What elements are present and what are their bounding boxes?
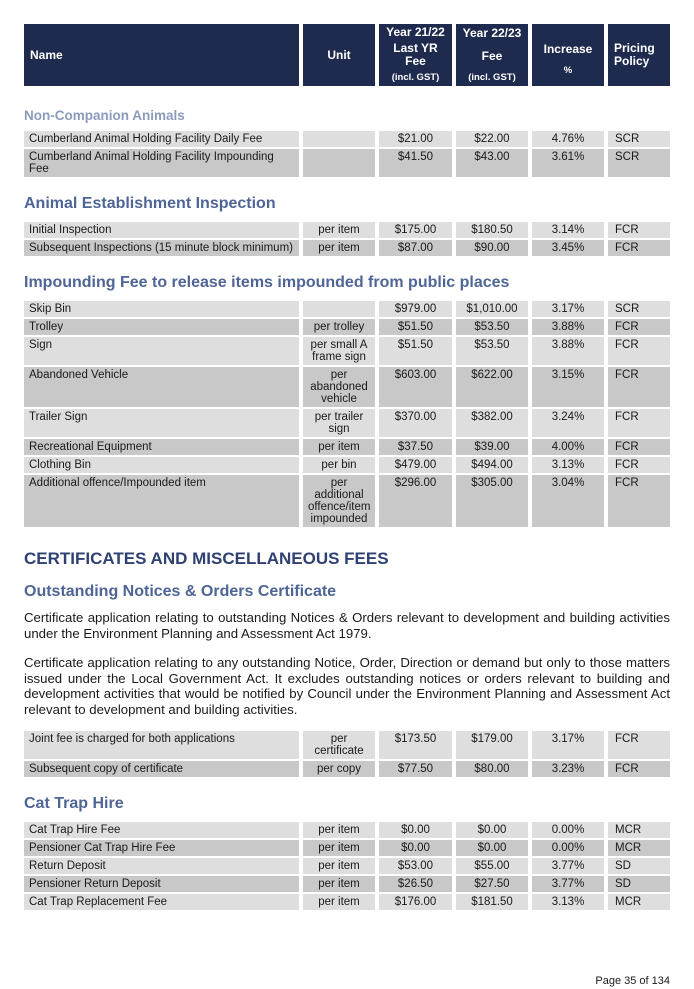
row-unit: per item <box>303 876 375 892</box>
row-name: Cat Trap Replacement Fee <box>24 894 299 910</box>
row-fee: $0.00 <box>456 840 528 856</box>
row-unit <box>303 301 375 317</box>
row-unit: per item <box>303 439 375 455</box>
row-increase: 3.88% <box>532 337 604 365</box>
notices-paragraph-1: Certificate application relating to outstanding Notices & Orders relevant to development and building activities under the Environment Planning and Assessment Act 1979. <box>24 610 670 641</box>
row-increase: 0.00% <box>532 822 604 838</box>
table-row <box>24 731 670 759</box>
row-name: Initial Inspection <box>24 222 299 238</box>
row-last-year-fee: $176.00 <box>379 894 452 910</box>
table-row <box>24 840 670 856</box>
header-fee-top: Year 22/23 <box>462 25 522 40</box>
row-fee: $39.00 <box>456 439 528 455</box>
row-last-year-fee: $53.00 <box>379 858 452 874</box>
table-row <box>24 222 670 238</box>
row-pricing-policy: FCR <box>608 409 670 437</box>
row-last-year-fee: $173.50 <box>379 731 452 759</box>
row-name: Cat Trap Hire Fee <box>24 822 299 838</box>
fee-schedule-page <box>24 24 670 912</box>
notices-paragraph-2: Certificate application relating to any outstanding Notice, Order, Direction or demand but only to those matters issued under the Local Government Act. It excludes outstanding notices or orders relevant to building and development activities that would be notified by Council under the Environment Planning and Assessment Act relevant to development and building activities. <box>24 655 670 717</box>
row-increase: 3.88% <box>532 319 604 335</box>
row-fee: $494.00 <box>456 457 528 473</box>
table-non-companion <box>24 131 670 177</box>
row-last-year-fee: $979.00 <box>379 301 452 317</box>
table-impounding <box>24 301 670 527</box>
row-last-year-fee: $77.50 <box>379 761 452 777</box>
row-unit: per item <box>303 894 375 910</box>
row-name: Skip Bin <box>24 301 299 317</box>
row-fee: $55.00 <box>456 858 528 874</box>
row-fee: $622.00 <box>456 367 528 407</box>
row-increase: 4.76% <box>532 131 604 147</box>
row-unit: per additional offence/item impounded <box>303 475 375 527</box>
table-row <box>24 367 670 407</box>
header-last-year-label: Last YR Fee <box>393 41 438 68</box>
table-inspection <box>24 222 670 256</box>
header-pricing-policy <box>608 24 670 86</box>
row-increase: 0.00% <box>532 840 604 856</box>
row-pricing-policy: SD <box>608 876 670 892</box>
row-pricing-policy: FCR <box>608 761 670 777</box>
row-name: Return Deposit <box>24 858 299 874</box>
row-name: Pensioner Return Deposit <box>24 876 299 892</box>
row-last-year-fee: $603.00 <box>379 367 452 407</box>
section-title-cat-trap: Cat Trap Hire <box>24 795 124 812</box>
row-increase: 3.77% <box>532 876 604 892</box>
row-name: Recreational Equipment <box>24 439 299 455</box>
row-last-year-fee: $175.00 <box>379 222 452 238</box>
row-pricing-policy: FCR <box>608 367 670 407</box>
row-increase: 3.77% <box>532 858 604 874</box>
table-row <box>24 822 670 838</box>
row-unit: per item <box>303 840 375 856</box>
table-row <box>24 131 670 147</box>
table-row <box>24 409 670 437</box>
row-pricing-policy: SCR <box>608 301 670 317</box>
row-fee: $0.00 <box>456 822 528 838</box>
row-increase: 3.24% <box>532 409 604 437</box>
row-unit: per item <box>303 222 375 238</box>
table-row <box>24 301 670 317</box>
section-title-notices: Outstanding Notices & Orders Certificate <box>24 583 337 600</box>
header-name-label: Name <box>30 47 63 62</box>
row-name: Cumberland Animal Holding Facility Daily Fee <box>24 131 299 147</box>
row-name: Trolley <box>24 319 299 335</box>
header-unit-label: Unit <box>327 47 351 62</box>
row-last-year-fee: $41.50 <box>379 149 452 177</box>
row-unit: per small A frame sign <box>303 337 375 365</box>
row-pricing-policy: FCR <box>608 439 670 455</box>
row-last-year-fee: $0.00 <box>379 840 452 856</box>
row-increase: 3.13% <box>532 894 604 910</box>
row-fee: $43.00 <box>456 149 528 177</box>
row-pricing-policy: FCR <box>608 475 670 527</box>
row-increase: 3.15% <box>532 367 604 407</box>
row-name: Abandoned Vehicle <box>24 367 299 407</box>
row-increase: 3.23% <box>532 761 604 777</box>
row-increase: 3.45% <box>532 240 604 256</box>
header-unit <box>303 24 375 86</box>
row-pricing-policy: FCR <box>608 731 670 759</box>
row-last-year-fee: $370.00 <box>379 409 452 437</box>
table-row <box>24 761 670 777</box>
row-name: Subsequent copy of certificate <box>24 761 299 777</box>
table-cat-trap <box>24 822 670 910</box>
header-increase-label: Increase <box>543 42 593 56</box>
row-pricing-policy: SD <box>608 858 670 874</box>
row-pricing-policy: MCR <box>608 822 670 838</box>
row-fee: $90.00 <box>456 240 528 256</box>
row-pricing-policy: MCR <box>608 840 670 856</box>
table-row <box>24 319 670 335</box>
row-name: Cumberland Animal Holding Facility Impounding Fee <box>24 149 299 177</box>
row-name: Clothing Bin <box>24 457 299 473</box>
row-unit <box>303 131 375 147</box>
row-increase: 3.17% <box>532 731 604 759</box>
row-name: Trailer Sign <box>24 409 299 437</box>
row-last-year-fee: $0.00 <box>379 822 452 838</box>
row-name: Subsequent Inspections (15 minute block minimum) <box>24 240 299 256</box>
row-pricing-policy: FCR <box>608 337 670 365</box>
row-fee: $382.00 <box>456 409 528 437</box>
section-title-non-companion: Non-Companion Animals <box>24 108 185 123</box>
header-last-year <box>379 24 452 86</box>
page-number: Page 35 of 134 <box>595 975 670 987</box>
row-fee: $180.50 <box>456 222 528 238</box>
row-unit: per certificate <box>303 731 375 759</box>
row-pricing-policy: FCR <box>608 222 670 238</box>
row-pricing-policy: SCR <box>608 131 670 147</box>
header-fee-note: (incl. GST) <box>468 71 516 83</box>
row-last-year-fee: $479.00 <box>379 457 452 473</box>
row-unit <box>303 149 375 177</box>
row-name: Additional offence/Impounded item <box>24 475 299 527</box>
row-unit: per abandoned vehicle <box>303 367 375 407</box>
row-name: Joint fee is charged for both applications <box>24 731 299 759</box>
row-unit: per trolley <box>303 319 375 335</box>
row-increase: 3.61% <box>532 149 604 177</box>
header-last-year-note: (incl. GST) <box>391 72 440 83</box>
row-fee: $179.00 <box>456 731 528 759</box>
table-row <box>24 457 670 473</box>
row-fee: $305.00 <box>456 475 528 527</box>
row-last-year-fee: $21.00 <box>379 131 452 147</box>
row-increase: 3.17% <box>532 301 604 317</box>
row-pricing-policy: FCR <box>608 319 670 335</box>
table-row <box>24 876 670 892</box>
header-increase <box>532 24 604 86</box>
row-last-year-fee: $87.00 <box>379 240 452 256</box>
row-fee: $53.50 <box>456 337 528 365</box>
row-unit: per item <box>303 240 375 256</box>
row-fee: $80.00 <box>456 761 528 777</box>
row-last-year-fee: $296.00 <box>379 475 452 527</box>
row-last-year-fee: $51.50 <box>379 319 452 335</box>
table-row <box>24 240 670 256</box>
row-fee: $181.50 <box>456 894 528 910</box>
row-unit: per copy <box>303 761 375 777</box>
header-fee-label: Fee <box>481 48 503 63</box>
header-name <box>24 24 299 86</box>
row-unit: per item <box>303 822 375 838</box>
table-row <box>24 858 670 874</box>
row-fee: $1,010.00 <box>456 301 528 317</box>
table-header <box>24 24 670 86</box>
table-row <box>24 337 670 365</box>
row-fee: $27.50 <box>456 876 528 892</box>
row-name: Sign <box>24 337 299 365</box>
section-title-certificates: CERTIFICATES AND MISCELLANEOUS FEES <box>24 549 389 568</box>
row-increase: 3.14% <box>532 222 604 238</box>
header-pricing-label: Pricing Policy <box>614 41 655 68</box>
row-last-year-fee: $51.50 <box>379 337 452 365</box>
row-unit: per bin <box>303 457 375 473</box>
row-unit: per item <box>303 858 375 874</box>
row-increase: 3.13% <box>532 457 604 473</box>
section-title-impounding: Impounding Fee to release items impounded from public places <box>24 274 510 291</box>
row-pricing-policy: SCR <box>608 149 670 177</box>
table-row <box>24 894 670 910</box>
row-unit: per trailer sign <box>303 409 375 437</box>
table-row <box>24 475 670 527</box>
row-last-year-fee: $26.50 <box>379 876 452 892</box>
row-pricing-policy: FCR <box>608 240 670 256</box>
table-row <box>24 149 670 177</box>
row-last-year-fee: $37.50 <box>379 439 452 455</box>
header-increase-unit: % <box>563 65 573 76</box>
row-increase: 4.00% <box>532 439 604 455</box>
row-fee: $22.00 <box>456 131 528 147</box>
row-pricing-policy: MCR <box>608 894 670 910</box>
header-last-year-top: Year 21/22 <box>386 25 445 39</box>
header-fee <box>456 24 528 86</box>
table-notices <box>24 731 670 777</box>
row-fee: $53.50 <box>456 319 528 335</box>
table-row <box>24 439 670 455</box>
row-pricing-policy: FCR <box>608 457 670 473</box>
row-increase: 3.04% <box>532 475 604 527</box>
row-name: Pensioner Cat Trap Hire Fee <box>24 840 299 856</box>
section-title-inspection: Animal Establishment Inspection <box>24 195 276 212</box>
